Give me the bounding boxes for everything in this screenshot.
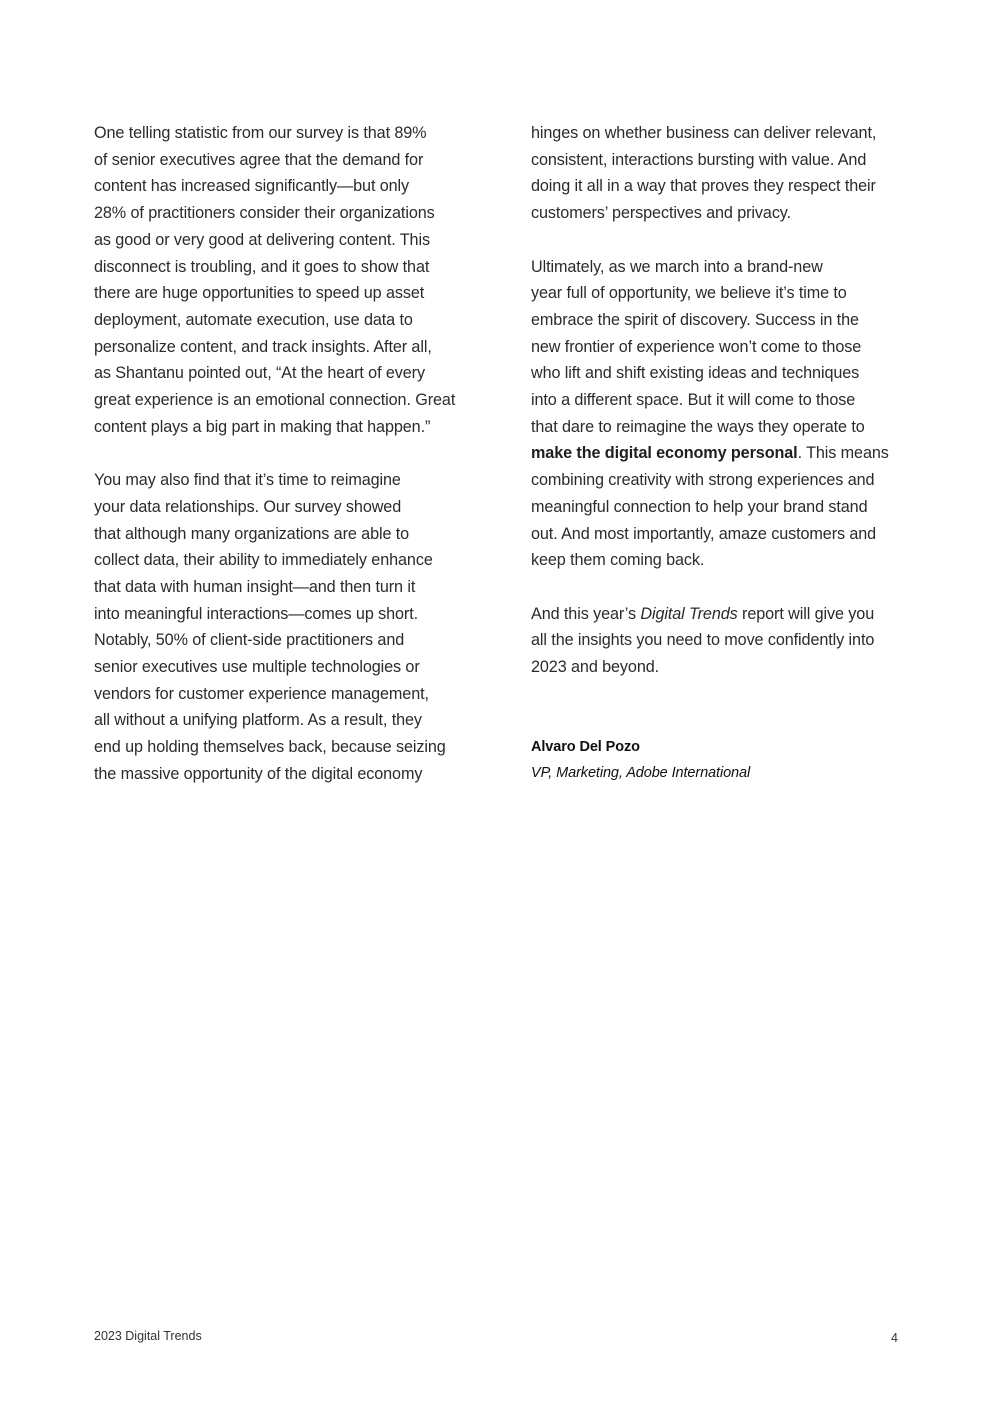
text-line: all without a unifying platform. As a result, they: [94, 711, 422, 730]
text-line-italic-title: [531, 601, 903, 628]
signature-title: VP, Marketing, Adobe International: [531, 765, 751, 782]
text-line: consistent, interactions bursting with value. And: [531, 150, 867, 169]
bold-phrase: make the digital economy personal: [531, 444, 798, 463]
text-fragment: . This means: [797, 444, 889, 463]
text-line: keep them coming back.: [531, 551, 705, 570]
paragraph-discovery: [531, 254, 903, 574]
text-fragment: And this year’s: [531, 604, 641, 623]
text-line: content plays a big part in making that happen.”: [94, 417, 431, 436]
text-line: great experience is an emotional connection. Great: [94, 391, 456, 410]
text-line: that although many organizations are able to: [94, 524, 410, 543]
text-line: year full of opportunity, we believe it’s time to: [531, 284, 847, 303]
italic-report-title: Digital Trends: [640, 604, 738, 623]
text-line: collect data, their ability to immediately enhance: [94, 551, 433, 570]
paragraph-report-intro: [531, 601, 903, 681]
text-line: who lift and shift existing ideas and techniques: [531, 364, 860, 383]
text-line: of senior executives agree that the demand for: [94, 150, 424, 169]
text-line: You may also find that it’s time to reimagine: [94, 471, 401, 490]
text-line: content has increased significantly—but only: [94, 177, 410, 196]
text-fragment: report will give you: [737, 604, 875, 623]
paragraph-data-relationships: [94, 467, 466, 787]
text-line: into meaningful interactions—comes up short.: [94, 604, 419, 623]
text-line: that dare to reimagine the ways they operate to: [531, 417, 865, 436]
text-line: disconnect is troubling, and it goes to show that: [94, 257, 430, 276]
right-column: [531, 120, 903, 787]
text-line: into a different space. But it will come to those: [531, 391, 856, 410]
text-line: Notably, 50% of client-side practitioners and: [94, 631, 405, 650]
text-line: out. And most importantly, amaze customers and: [531, 524, 877, 543]
text-line: One telling statistic from our survey is that 89%: [94, 124, 427, 142]
text-line-emphasis: [531, 440, 903, 467]
text-line: customers’ perspectives and privacy.: [531, 204, 791, 223]
text-line: personalize content, and track insights. After all,: [94, 337, 432, 356]
text-line: doing it all in a way that proves they respect their: [531, 177, 876, 196]
text-line: end up holding themselves back, because seizing: [94, 738, 446, 757]
signature-name: Alvaro Del Pozo: [531, 738, 640, 755]
text-line: hinges on whether business can deliver relevant,: [531, 124, 877, 142]
text-line: all the insights you need to move confidently into: [531, 631, 875, 650]
text-line: new frontier of experience won’t come to those: [531, 337, 862, 356]
text-line: combining creativity with strong experiences and: [531, 471, 875, 490]
page-number: 4: [891, 1331, 898, 1345]
text-line: Ultimately, as we march into a brand-new: [531, 257, 823, 276]
text-line: 2023 and beyond.: [531, 658, 660, 677]
text-line: that data with human insight—and then turn it: [94, 577, 416, 596]
text-line: your data relationships. Our survey showed: [94, 497, 402, 516]
text-line: vendors for customer experience management,: [94, 684, 429, 703]
footer-publication: 2023 Digital Trends: [94, 1329, 202, 1343]
left-column: [94, 120, 466, 788]
paragraph-value-delivery: [531, 120, 903, 227]
text-line: as good or very good at delivering content. This: [94, 230, 430, 249]
paragraph-content-statistic: [94, 120, 466, 440]
text-line: embrace the spirit of discovery. Success in the: [531, 310, 859, 329]
text-line: there are huge opportunities to speed up asset: [94, 284, 425, 303]
text-line: meaningful connection to help your brand stand: [531, 497, 868, 516]
text-line: senior executives use multiple technologies or: [94, 658, 420, 677]
signature-block: [531, 734, 903, 787]
text-line: deployment, automate execution, use data to: [94, 310, 413, 329]
text-line: the massive opportunity of the digital economy: [94, 764, 423, 783]
text-line: 28% of practitioners consider their organizations: [94, 204, 435, 223]
text-line: as Shantanu pointed out, “At the heart of every: [94, 364, 425, 383]
